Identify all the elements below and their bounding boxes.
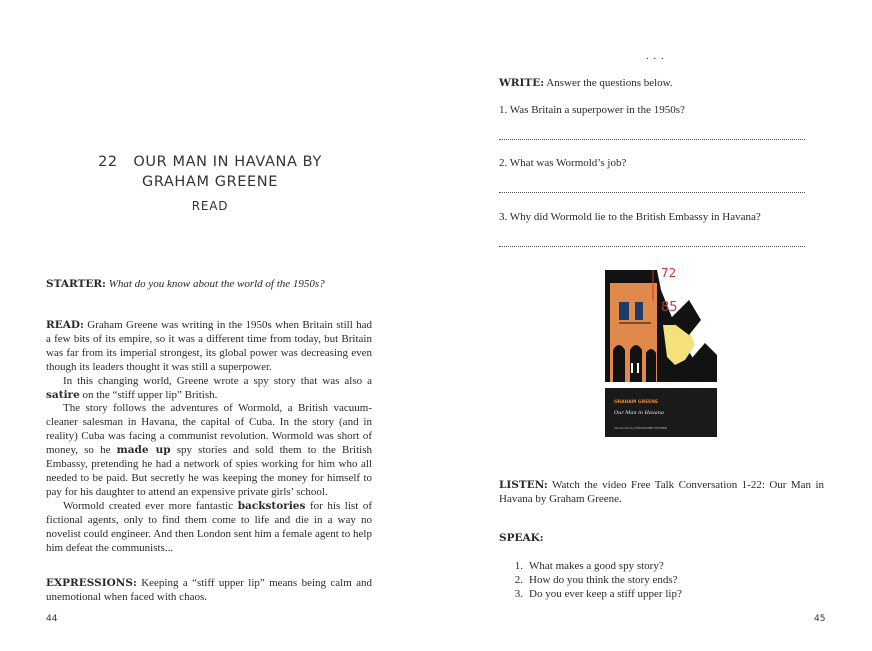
question-3: 3. Why did Wormold lie to the British Embassy in Havana?: [499, 211, 761, 223]
cover-intro: Introduction by CHRISTOPHER HITCHENS: [614, 427, 668, 430]
speak-list: [509, 560, 809, 602]
book-cover-art: [605, 265, 717, 437]
speak-label: SPEAK:: [499, 532, 544, 544]
starter-label: STARTER:: [46, 278, 106, 290]
keyword-made-up: made up: [116, 444, 171, 457]
list-item-number: 2.: [514, 573, 523, 586]
write-block: [499, 77, 819, 91]
cover-numbers-top: 72: [661, 266, 677, 280]
read-p1-text: Graham Greene was writing in the 1950s when Britain still had a few bits of its empire, so it was a different time from today, but Britain was far from its imperial strongest, its global power was decreasing even though its leaders thought it was still a superpower.: [46, 319, 373, 373]
chapter-number: 22: [98, 154, 118, 170]
write-text: Answer the questions below.: [546, 77, 673, 89]
chapter-title: [60, 152, 360, 192]
expressions-text: Keeping a “stiff upper lip” means being calm and unemotional when faced with chaos.: [46, 577, 373, 603]
write-label: WRITE:: [499, 77, 545, 89]
read-p4-text-b: for his list of fictional agents, only to find them come to life and die in a way no novelist could engineer. And then London sent him a female agent to help him defeat the communists...: [46, 499, 372, 554]
list-item: [509, 588, 809, 602]
page-number-right: 45: [814, 614, 826, 624]
chapter-title-line2: GRAHAM GREENE: [141, 174, 279, 190]
cover-title: Our Man in Havana: [614, 410, 664, 416]
keyword-backstories: backstories: [237, 499, 306, 512]
read-p2-text-b: on the “stiff upper lip” British.: [82, 388, 218, 401]
list-item-number: 3.: [514, 587, 523, 600]
read-paragraph-3: [46, 402, 372, 499]
expressions-block: [46, 577, 372, 605]
expressions-label: EXPRESSIONS:: [46, 577, 137, 589]
listen-text: Watch the video Free Talk Conversation 1-22: Our Man in Havana by Graham Greene.: [499, 479, 824, 505]
read-block: [46, 319, 372, 555]
answer-line-3[interactable]: [499, 246, 805, 247]
starter-block: [46, 278, 376, 292]
read-p4-text-a: Wormold created ever more fantastic: [63, 499, 234, 512]
book-cover: [605, 265, 717, 437]
cover-publisher: PENGUIN CLASSICS: [661, 382, 704, 386]
cover-numbers-bottom: 85: [661, 300, 678, 315]
chapter-subtitle: READ: [191, 199, 229, 213]
list-item-text: What makes a good spy story?: [529, 560, 664, 572]
read-p2-text-a: In this changing world, Greene wrote a spy story that was also a: [63, 374, 372, 387]
list-item-number: 1.: [514, 560, 523, 572]
list-item-text: Do you ever keep a stiff upper lip?: [529, 587, 682, 600]
read-label: READ:: [46, 319, 84, 331]
question-2: 2. What was Wormold’s job?: [499, 157, 627, 169]
read-p3-text-b: spy stories and sold them to the British Embassy, pretending he had a network of spies working for him who all needed to be paid. But secretly he was keeping the money for himself to pay for his daughter to attend an expensive private girls’ school.: [46, 444, 372, 498]
page-number-left: 44: [46, 614, 58, 624]
read-paragraph-2: [46, 375, 372, 403]
list-item-text: How do you think the story ends?: [529, 573, 678, 586]
read-paragraph-4: [46, 500, 372, 556]
chapter-title-line1: OUR MAN IN HAVANA BY: [133, 154, 322, 170]
answer-line-1[interactable]: [499, 139, 805, 140]
speak-block: [499, 532, 544, 546]
listen-block: [499, 479, 824, 507]
listen-label: LISTEN:: [499, 479, 548, 491]
list-item: [509, 560, 809, 574]
answer-line-2[interactable]: [499, 192, 805, 193]
read-p3-text-a: The story follows the adventures of Wormold, a British vacuum-cleaner salesman in Havana, the capital of Cuba. In the story (and in reality) Cuba was facing a communist revolution. Wormold was short of money, so he: [46, 402, 372, 457]
read-paragraph-1: [46, 319, 372, 375]
keyword-satire: satire: [46, 388, 80, 401]
list-item: [509, 574, 809, 588]
starter-text: What do you know about the world of the 1950s?: [108, 278, 325, 290]
question-1: 1. Was Britain a superpower in the 1950s?: [499, 104, 685, 116]
top-dots: . . .: [646, 50, 665, 62]
cover-author: GRAHAM GREENE: [614, 400, 659, 405]
